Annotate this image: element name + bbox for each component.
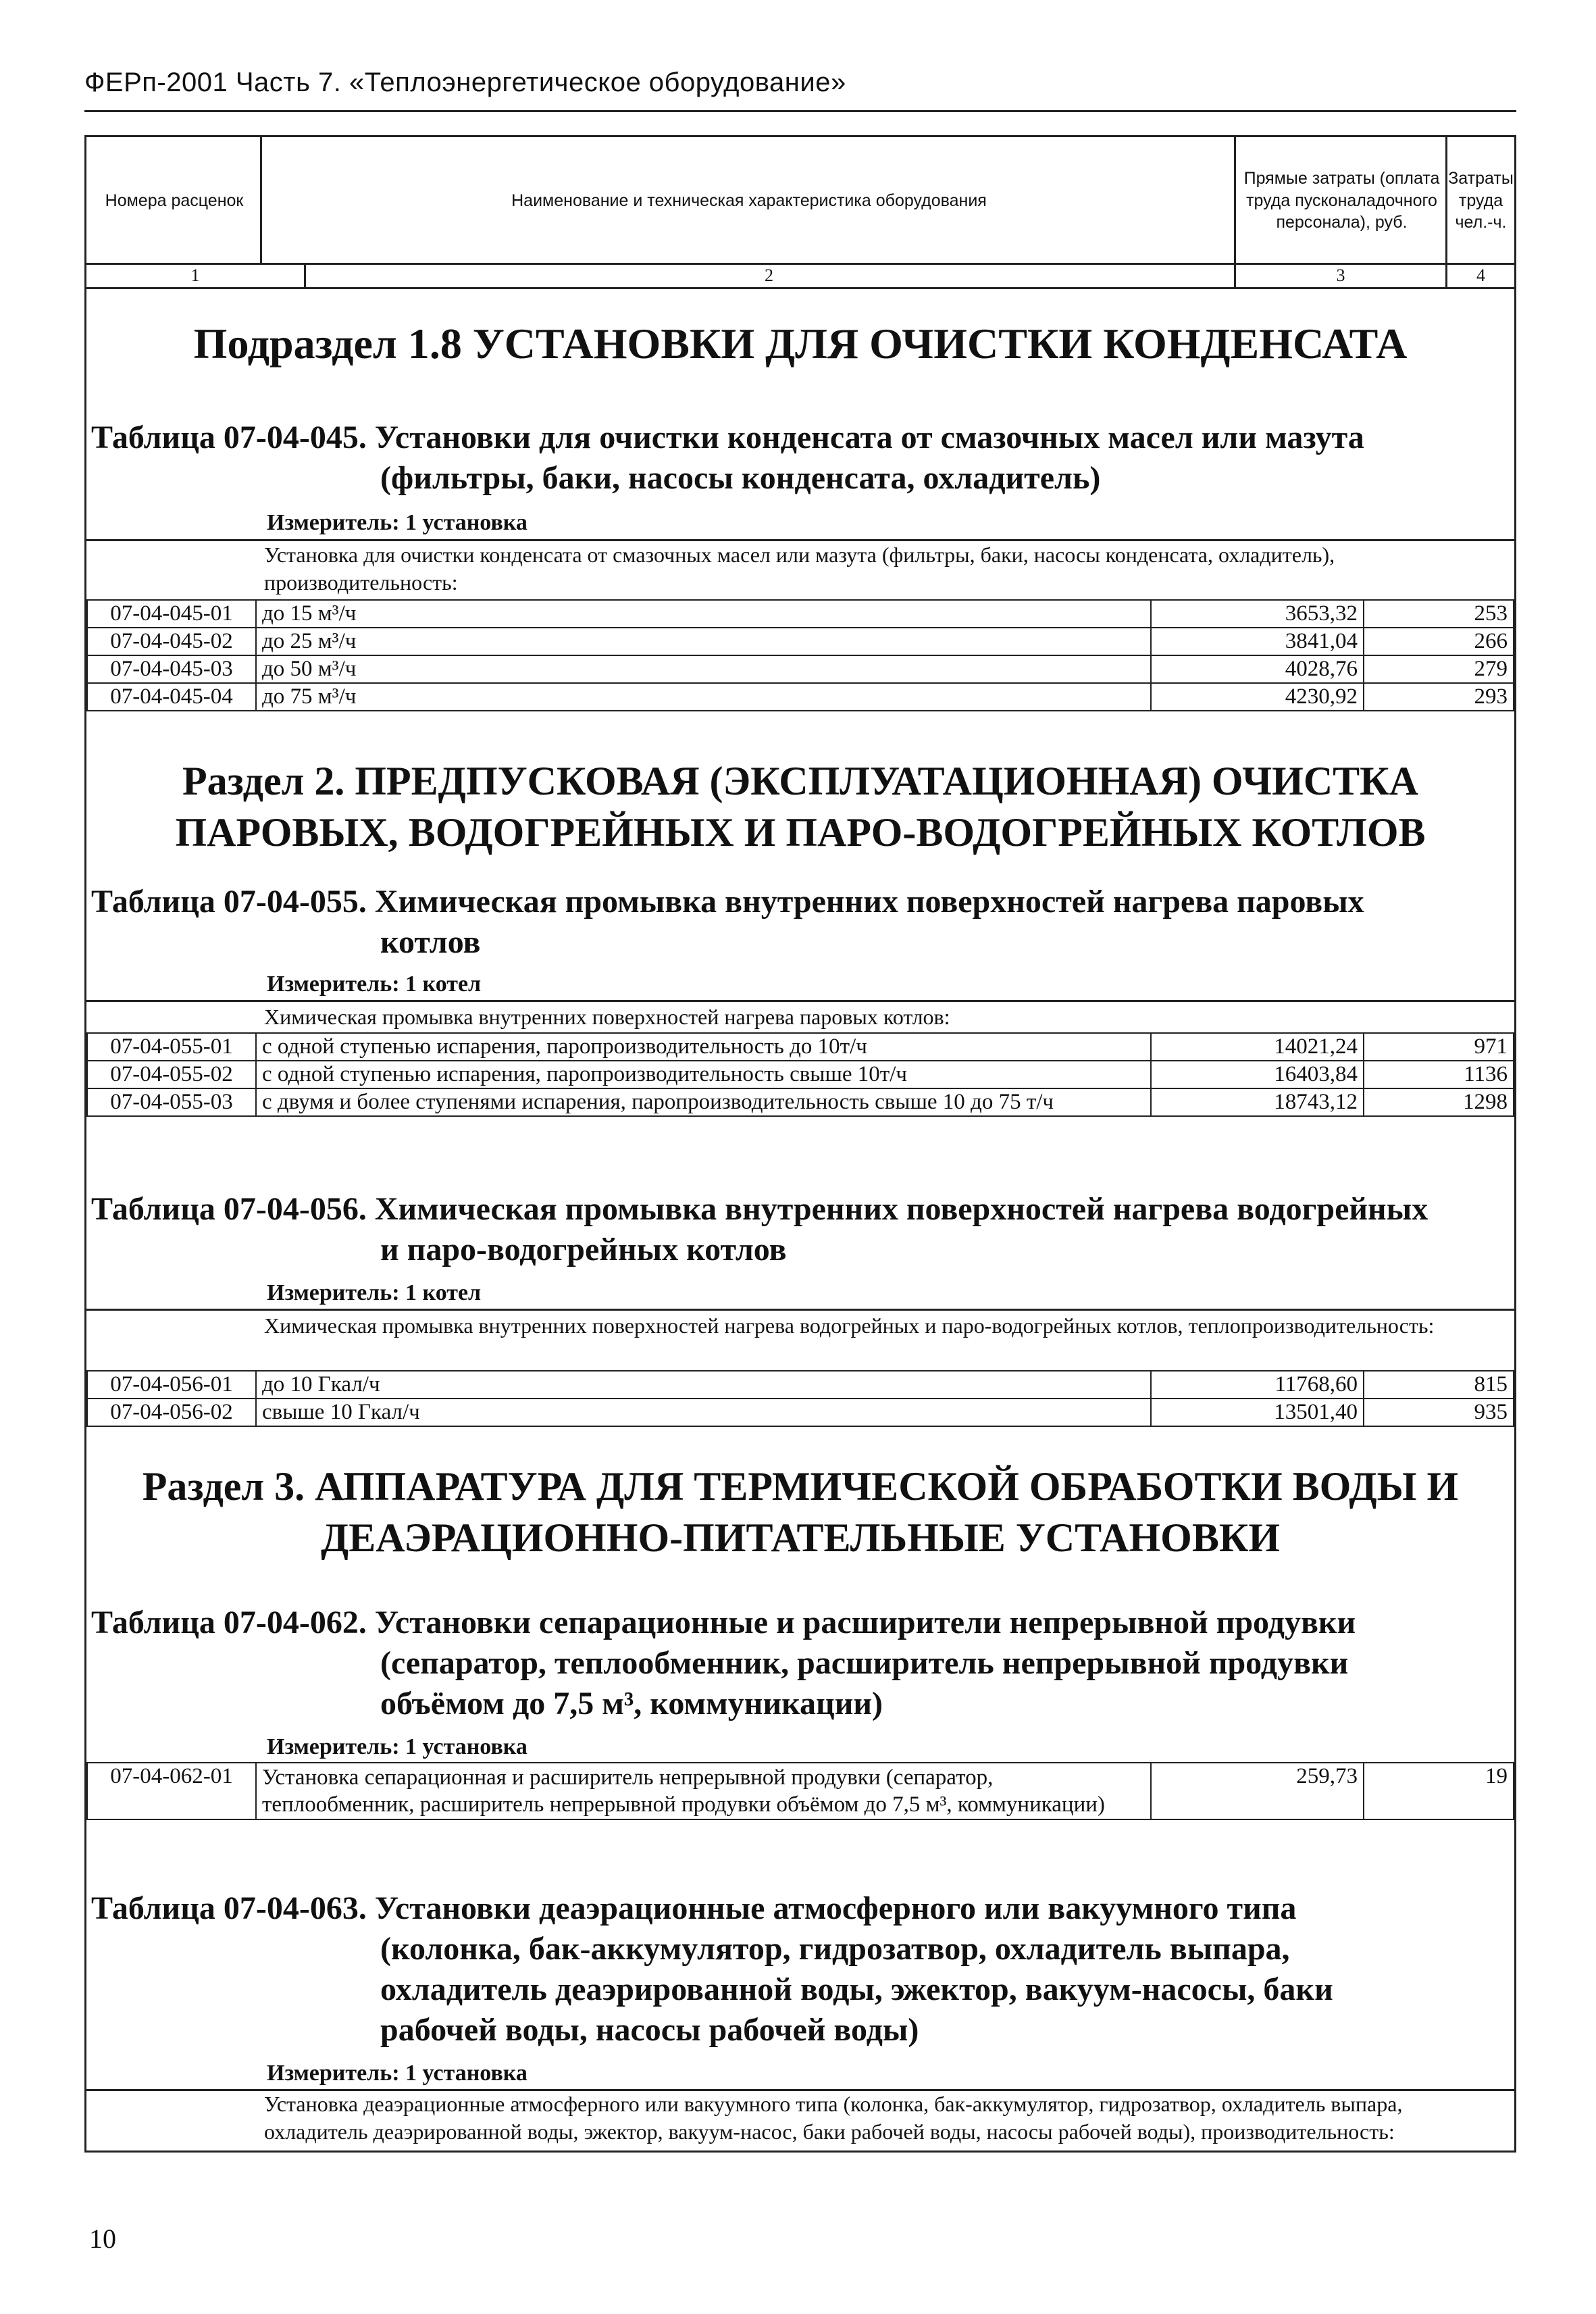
rate-code: 07-04-056-01 [87,1371,256,1399]
rate-name: с двумя и более ступенями испарения, паропроизводительность свыше 10 до 75 т/ч [256,1088,1151,1116]
table-row [87,1371,1514,1399]
rate-labor: 1298 [1364,1088,1514,1116]
rate-cost: 3653,32 [1151,600,1364,628]
rate-name: с одной ступенью испарения, паропроизводительность до 10т/ч [256,1033,1151,1061]
section-heading-line: ПАРОВЫХ, ВОДОГРЕЙНЫХ И ПАРО-ВОДОГРЕЙНЫХ КОТЛОВ [175,810,1426,855]
divider [260,137,262,264]
rate-labor: 293 [1364,683,1514,711]
rate-labor: 815 [1364,1371,1514,1399]
divider [86,1000,1514,1002]
table-row [87,1088,1514,1116]
rate-labor: 971 [1364,1033,1514,1061]
rate-name: до 25 м³/ч [256,628,1151,655]
rate-code: 07-04-055-01 [87,1033,256,1061]
table-intro: Установка деаэрационные атмосферного или вакуумного типа (колонка, бак-аккумулятор, гидрозатвор, охладитель выпара, охладитель деаэрированной воды, эжектор, вакуум-насос, баки рабочей воды, насосы рабочей воды), производительность: [264,2092,1403,2144]
section-heading-2 [84,755,1516,858]
table-row [87,600,1514,628]
column-header-box [84,135,1516,289]
table-row [87,655,1514,683]
rate-code: 07-04-045-03 [87,655,256,683]
section-heading-3 [84,1461,1516,1563]
table-label: Таблица 07-04-045. [91,420,367,455]
table-intro: Химическая промывка внутренних поверхностей нагрева водогрейных и паро-водогрейных котлов, теплопроизводительность: [264,1313,1435,1338]
table-row [87,1061,1514,1088]
rates-table-055 [86,1032,1514,1117]
rate-cost: 11768,60 [1151,1371,1364,1399]
column-header-labor: Затраты труда чел.-ч. [1448,169,1514,232]
rate-labor: 266 [1364,628,1514,655]
table-title-045 [91,418,1510,499]
table-title-line: Установки деаэрационные атмосферного или вакуумного типа [374,1890,1297,1926]
section-heading-line: ДЕАЭРАЦИОННО-ПИТАТЕЛЬНЫЕ УСТАНОВКИ [320,1515,1281,1560]
column-number-1: 1 [190,266,200,285]
rate-cost: 16403,84 [1151,1061,1364,1088]
table-title-line: объёмом до 7,5 м³, коммуникации) [380,1686,883,1721]
table-label: Таблица 07-04-055. [91,884,367,920]
table-title-line: Химическая промывка внутренних поверхностей нагрева паровых [374,884,1364,920]
rate-name: свыше 10 Гкал/ч [256,1399,1151,1426]
subsection-heading: Подраздел 1.8 УСТАНОВКИ ДЛЯ ОЧИСТКИ КОНДЕНСАТА [193,320,1408,368]
rate-code: 07-04-055-03 [87,1088,256,1116]
rate-cost: 3841,04 [1151,628,1364,655]
rate-cost: 4028,76 [1151,655,1364,683]
document-header: ФЕРп-2001 Часть 7. «Теплоэнергетическое оборудование» [84,68,846,97]
rate-cost: 259,73 [1151,1763,1364,1819]
rate-labor: 19 [1364,1763,1514,1819]
table-title-line: котлов [380,924,481,960]
table-title-line: Установки сепарационные и расширители непрерывной продувки [374,1605,1356,1640]
table-title-line: Химическая промывка внутренних поверхностей нагрева водогрейных [374,1191,1428,1227]
table-row [87,683,1514,711]
measure-label: Измеритель: 1 установка [267,1734,527,1759]
rate-cost: 4230,92 [1151,683,1364,711]
rate-cost: 13501,40 [1151,1399,1364,1426]
column-number-3: 3 [1336,266,1345,285]
rates-table-062 [86,1762,1514,1820]
rate-code: 07-04-045-04 [87,683,256,711]
measure-label: Измеритель: 1 установка [267,2061,527,2086]
rate-code: 07-04-055-02 [87,1061,256,1088]
column-header-cost: Прямые затраты (оплата труда пусконаладочного персонала), руб. [1243,169,1440,232]
page-number: 10 [89,2223,116,2254]
measure-label: Измеритель: 1 установка [267,510,527,535]
table-title-line: (сепаратор, теплообменник, расширитель непрерывной продувки [380,1645,1349,1681]
table-title-062 [91,1603,1510,1724]
rate-name: до 15 м³/ч [256,600,1151,628]
table-title-056 [91,1189,1510,1270]
table-title-055 [91,882,1510,963]
column-number-2: 2 [765,266,773,285]
table-row [87,628,1514,655]
table-title-line: Установки для очистки конденсата от смазочных масел или мазута [374,420,1364,455]
rate-code: 07-04-045-01 [87,600,256,628]
rate-code: 07-04-056-02 [87,1399,256,1426]
table-intro: Установка для очистки конденсата от смазочных масел или мазута (фильтры, баки, насосы конденсата, охладитель), производительность: [264,543,1335,595]
table-title-line: (колонка, бак-аккумулятор, гидрозатвор, охладитель выпара, [380,1931,1290,1967]
frame-left [84,289,86,2153]
rate-code: 07-04-062-01 [87,1763,256,1819]
measure-label: Измеритель: 1 котел [267,972,482,997]
table-row [87,1033,1514,1061]
column-number-4: 4 [1476,266,1485,285]
rate-name: до 50 м³/ч [256,655,1151,683]
table-title-line: рабочей воды, насосы рабочей воды) [380,2012,919,2048]
table-title-line: (фильтры, баки, насосы конденсата, охладитель) [380,460,1101,496]
rate-labor: 253 [1364,600,1514,628]
table-label: Таблица 07-04-063. [91,1890,367,1926]
table-label: Таблица 07-04-062. [91,1605,367,1640]
rate-name: Установка сепарационная и расширитель непрерывной продувки (сепаратор, теплообменник, расширитель непрерывной продувки объёмом до 7,5 м³, коммуникации) [256,1763,1151,1819]
rate-labor: 279 [1364,655,1514,683]
rates-table-056 [86,1370,1514,1427]
rate-cost: 18743,12 [1151,1088,1364,1116]
section-heading-line: Раздел 3. АППАРАТУРА ДЛЯ ТЕРМИЧЕСКОЙ ОБРАБОТКИ ВОДЫ И [142,1464,1459,1509]
header-rule [84,110,1516,112]
measure-label: Измеритель: 1 котел [267,1280,482,1305]
table-title-line: охладитель деаэрированной воды, эжектор, вакуум-насосы, баки [380,1971,1333,2007]
table-title-063 [91,1888,1510,2051]
rate-labor: 935 [1364,1399,1514,1426]
column-header-codes: Номера расценок [105,191,244,210]
rate-code: 07-04-045-02 [87,628,256,655]
table-label: Таблица 07-04-056. [91,1191,367,1227]
table-row [87,1763,1514,1819]
divider [86,1309,1514,1311]
frame-right [1514,289,1516,2153]
rate-labor: 1136 [1364,1061,1514,1088]
table-title-line: и паро-водогрейных котлов [380,1232,787,1267]
column-header-name: Наименование и техническая характеристика оборудования [511,191,987,210]
table-intro: Химическая промывка внутренних поверхностей нагрева паровых котлов: [264,1005,950,1029]
rate-name: до 10 Гкал/ч [256,1371,1151,1399]
frame-bottom [84,2150,1516,2153]
section-heading-line: Раздел 2. ПРЕДПУСКОВАЯ (ЭКСПЛУАТАЦИОННАЯ) ОЧИСТКА [182,759,1418,803]
table-row [87,1399,1514,1426]
rate-name: с одной ступенью испарения, паропроизводительность свыше 10т/ч [256,1061,1151,1088]
rate-cost: 14021,24 [1151,1033,1364,1061]
rates-table-045 [86,599,1514,711]
rate-name: до 75 м³/ч [256,683,1151,711]
